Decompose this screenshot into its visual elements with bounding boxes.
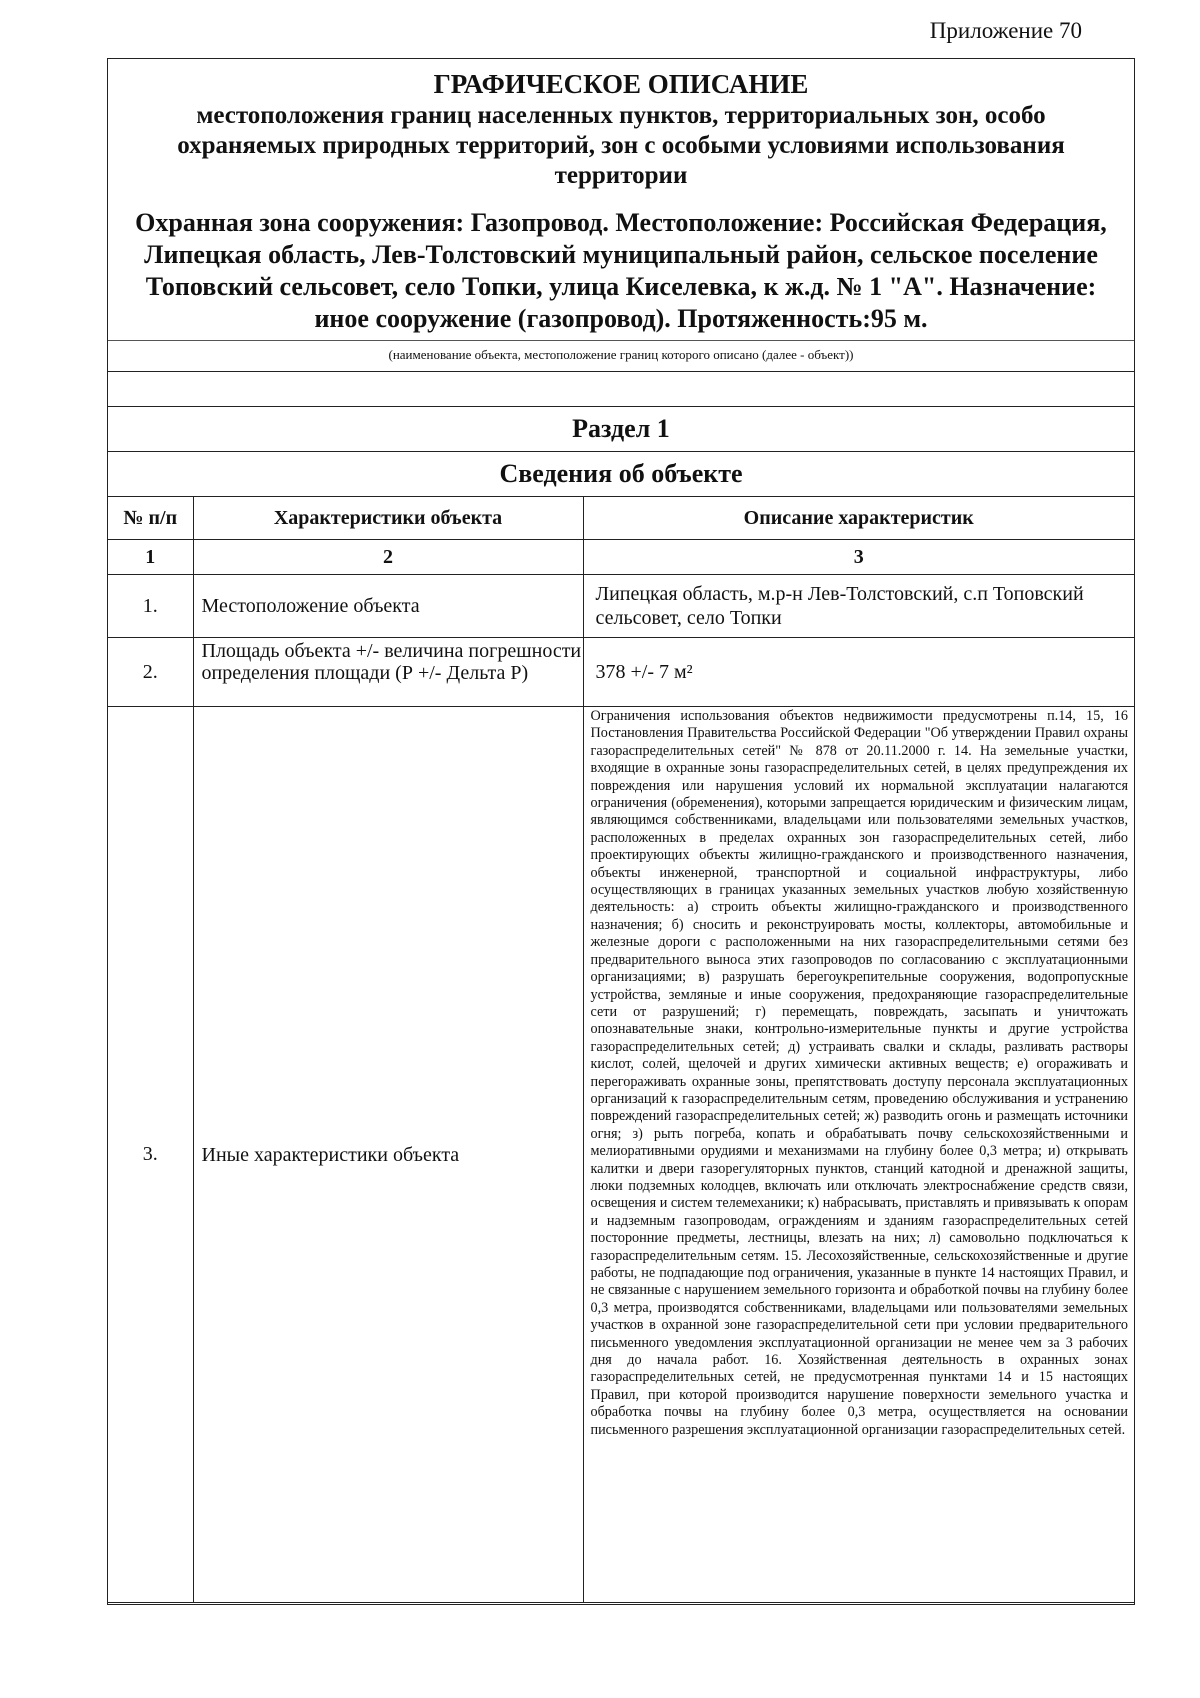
column-number: 2	[193, 540, 583, 575]
row-value: Липецкая область, м.р-н Лев-Толстовский, с.п Топовский сельсовет, село Топки	[583, 575, 1134, 638]
object-table	[108, 497, 1134, 1603]
section-subtitle: Сведения об объекте	[108, 452, 1134, 497]
object-description: Охранная зона сооружения: Газопровод. Местоположение: Российская Федерация, Липецкая область, Лев-Толстовский муниципальный район, сельское поселение Топовский сельсовет, село Топки, улица Киселевка, к ж.д. № 1 "А". Назначение: иное сооружение (газопровод). Протяженность:95 м.	[135, 208, 1107, 333]
table-row	[108, 575, 1134, 638]
document-title: ГРАФИЧЕСКОЕ ОПИСАНИЕ	[433, 69, 809, 99]
row-number: 1.	[108, 575, 193, 638]
row-value: 378 +/- 7 м²	[583, 638, 1134, 707]
section-title: Раздел 1	[108, 407, 1134, 452]
document-header	[108, 59, 1134, 372]
document-subtitle: местоположения границ населенных пунктов, территориальных зон, особо охраняемых природных территорий, зон с особыми условиями использования территории	[177, 102, 1065, 189]
appendix-label: Приложение 70	[929, 18, 1082, 43]
column-number: 3	[583, 540, 1134, 575]
column-number-row	[108, 540, 1134, 575]
header-characteristic: Характеристики объекта	[193, 497, 583, 540]
row-number: 2.	[108, 638, 193, 707]
object-note: (наименование объекта, местоположение границ которого описано (далее - объект))	[108, 340, 1134, 371]
row-number: 3.	[108, 707, 193, 1603]
header-spacer	[108, 372, 1134, 407]
row-characteristic: Местоположение объекта	[193, 575, 583, 638]
header-num: № п/п	[108, 497, 193, 540]
column-number: 1	[108, 540, 193, 575]
table-row	[108, 707, 1134, 1603]
table-header-row	[108, 497, 1134, 540]
table-row	[108, 638, 1134, 707]
row-characteristic: Иные характеристики объекта	[193, 707, 583, 1603]
row-value: Ограничения использования объектов недвижимости предусмотрены п.14, 15, 16 Постановления Правительства Российской Федерации "Об утверждении Правил охраны газораспределительных сетей" № 878 от 20.11.2000 г. 14. На земельные участки, входящие в охранные зоны газораспределительных сетей, в целях предупреждения их повреждения или нарушения условий их нормальной эксплуатации налагаются ограничения (обременения), которыми запрещается юридическим и физическим лицам, являющимся собственниками, владельцами или пользователями земельных участков, расположенных в пределах охранных зон газораспределительных сетей, либо проектирующих объекты жилищно-гражданского и производственного назначения, объекты инженерной, транспортной и социальной инфраструктуры, либо осуществляющих в границах указанных земельных участков любую хозяйственную деятельность: а) строить объекты жилищно-гражданского и производственного назначения; б) сносить и реконструировать мосты, коллекторы, автомобильные и железные дороги с расположенными на них газораспределительными сетями без предварительного выноса этих газопроводов по согласованию с эксплуатационными организациями; в) разрушать берегоукрепительные сооружения, водопропускные устройства, земляные и иные сооружения, предохраняющие газораспределительные сети от разрушений; г) перемещать, повреждать, засыпать и уничтожать опознавательные знаки, контрольно-измерительные пункты и другие устройства газораспределительных сетей; д) устраивать свалки и склады, разливать растворы кислот, солей, щелочей и других химически активных веществ; е) огораживать и перегораживать охранные зоны, препятствовать доступу персонала эксплуатационных организаций к газораспределительным сетям, проведению обслуживания и устранению повреждений газораспределительных сетей; ж) разводить огонь и размещать источники огня; з) рыть погреба, копать и обрабатывать почву сельскохозяйственными и мелиоративными орудиями и механизмами на глубину более 0,3 метра; и) открывать калитки и двери газорегуляторных пунктов, станций катодной и дренажной защиты, люки подземных колодцев, включать или отключать электроснабжение средств связи, освещения и систем телемеханики; к) набрасывать, приставлять и привязывать к опорам и надземным газопроводам, ограждениям и зданиям газораспределительных сетей посторонние предметы, лестницы, влезать на них; л) самовольно подключаться к газораспределительным сетям. 15. Лесохозяйственные, сельскохозяйственные и другие работы, не подпадающие под ограничения, указанные в пункте 14 настоящих Правил, и не связанные с нарушением земельного горизонта и обработкой почвы на глубину более 0,3 метра, производятся собственниками, владельцами или пользователями земельных участков в охранной зоне газораспределительной сети при условии предварительного письменного уведомления эксплуатационной организации не менее чем за 3 рабочих дня до начала работ. 16. Хозяйственная деятельность в охранных зонах газораспределительных сетей, не предусмотренная пунктами 14 и 15 настоящих Правил, при которой производится нарушение поверхности земельного участка и обработка почвы на глубину более 0,3 метра, осуществляется на основании письменного разрешения эксплуатационной организации газораспределительных сетей.	[583, 707, 1134, 1603]
row-characteristic: Площадь объекта +/- величина погрешности определения площади (Р +/- Дельта Р)	[193, 638, 583, 707]
document-frame	[107, 58, 1135, 1605]
header-description: Описание характеристик	[583, 497, 1134, 540]
